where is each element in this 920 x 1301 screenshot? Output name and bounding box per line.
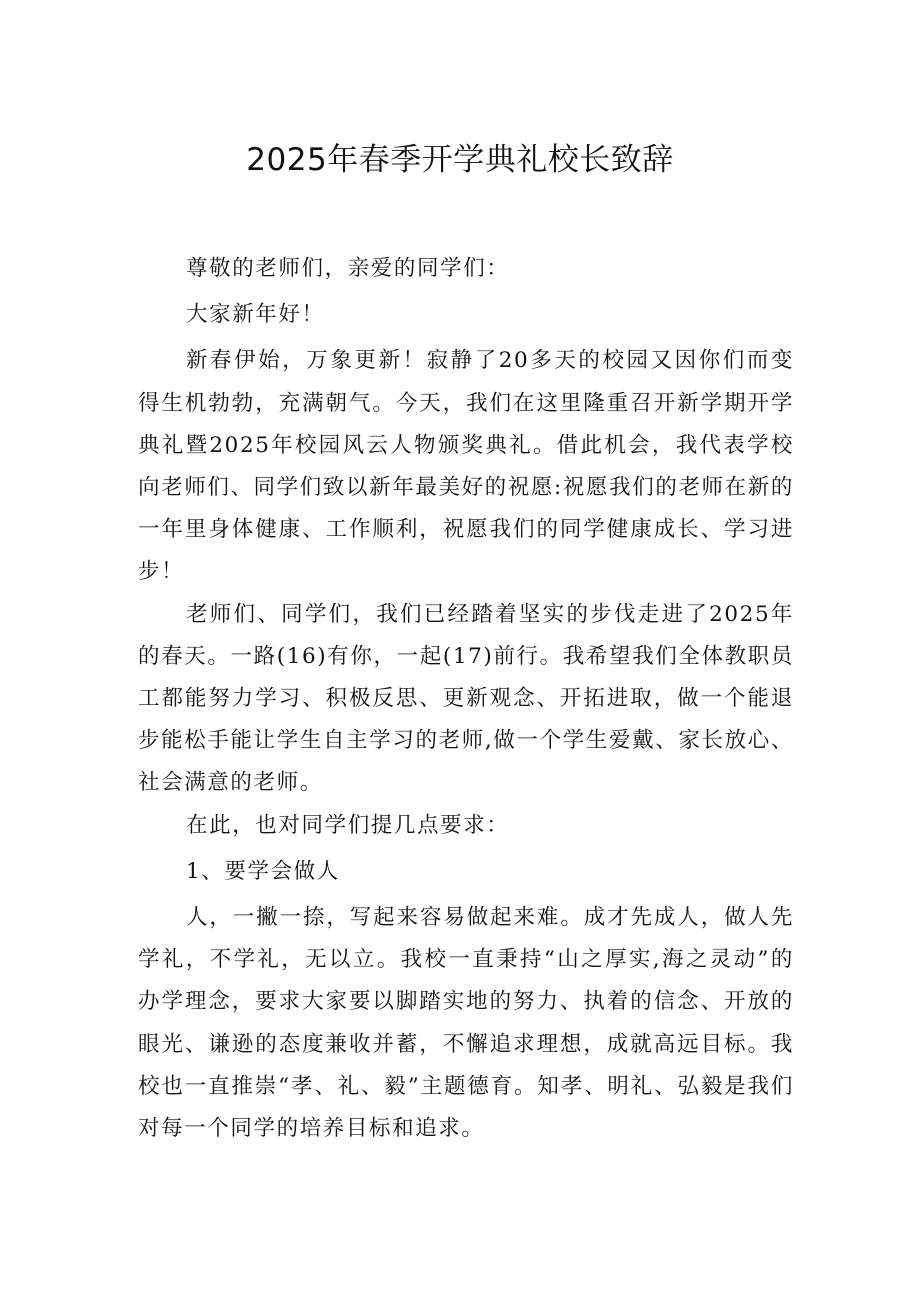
document-body [138,248,794,1150]
greeting-paragraph: 大家新年好！ [186,302,325,328]
section-heading: 1、要学会做人 [186,858,340,884]
document-title: 2025年春季开学典礼校长致辞 [246,142,674,178]
body-paragraph: 在此，也对同学们提几点要求： [186,812,510,838]
body-paragraph: 新春伊始，万象更新！寂静了20多天的校园又因你们而变得生机勃勃，充满朝气。今天，我们在这里隆重召开新学期开学典礼暨2025年校园风云人物颁奖典礼。借此机会，我代表学校向老师们、同学们致以新年最美好的祝愿:祝愿我们的老师在新的一年里身体健康、工作顺利，祝愿我们的同学健康成长、学习进步！ [138,348,794,585]
body-paragraph: 人，一撇一捺，写起来容易做起来难。成才先成人，做人先学礼，不学礼，无以立。我校一直秉持“山之厚实,海之灵动”的办学理念，要求大家要以脚踏实地的努力、执着的信念、开放的眼光、谦逊的态度兼收并蓄，不懈追求理想，成就高远目标。我校也一直推崇“孝、礼、毅”主题德育。知孝、明礼、弘毅是我们对每一个同学的培养目标和追求。 [138,905,794,1142]
salutation-paragraph: 尊敬的老师们，亲爱的同学们： [186,256,510,281]
body-paragraph: 老师们、同学们，我们已经踏着坚实的步伐走进了2025年的春天。一路(16)有你，一起(17)前行。我希望我们全体教职员工都能努力学习、积极反思、更新观念、开拓进取，做一个能退步能松手能让学生自主学习的老师,做一个学生爱戴、家长放心、社会满意的老师。 [138,601,794,796]
